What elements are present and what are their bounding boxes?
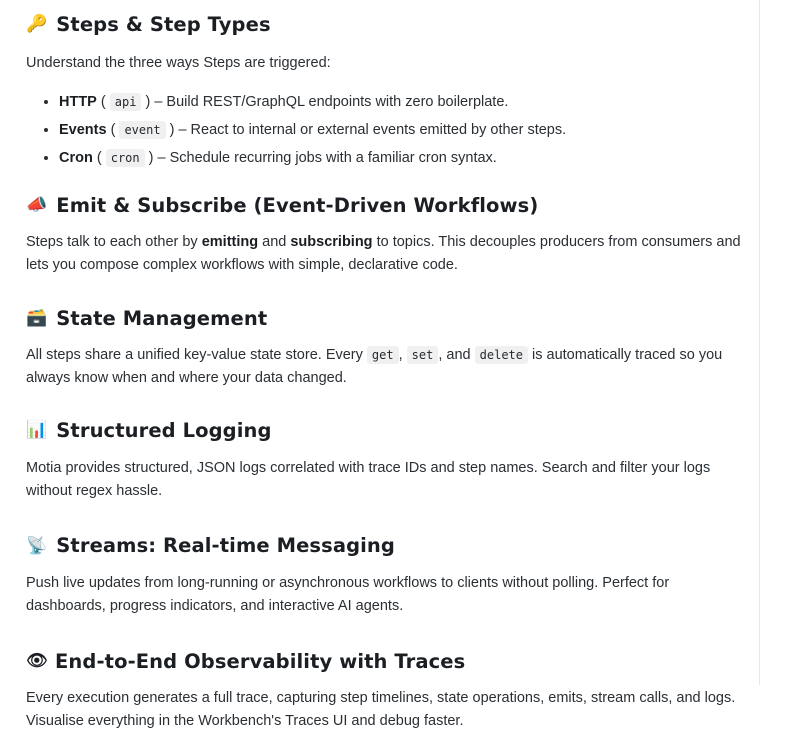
heading-text: Emit & Subscribe (Event-Driven Workflows) [56,193,539,217]
list-item: • Cron ( cron ) – Schedule recurring jobs with a familiar cron syntax. [59,147,750,170]
heading-state-management [26,306,750,331]
heading-end-to-end-observability [26,649,750,674]
eye-icon: 👁 [26,651,48,672]
heading-structured-logging [26,418,750,443]
inline-code: cron [106,149,145,167]
section-end-to-end-observability [26,649,750,733]
bar-chart-icon: 📊 [26,420,48,441]
text-run: Steps talk to each other by [26,234,202,251]
structured-logging-paragraph: Motia provides structured, JSON logs correlated with trace IDs and step names. Search and filter your logs without regex hassle. [26,459,711,499]
list-item: • HTTP ( api ) – Build REST/GraphQL endpoints with zero boilerplate. [59,91,750,114]
text-run: All steps share a unified key-value state store. Every [26,347,367,364]
section-emit-and-subscribe [26,193,750,277]
text-run: , [398,347,407,364]
heading-text: Structured Logging [56,419,272,443]
heading-text: End-to-End Observability with Traces [55,649,466,673]
section-state-management [26,306,750,390]
text-run: , and [438,347,475,364]
step-type-term: Events [59,122,107,139]
emphasis-subscribing: subscribing [290,234,373,251]
text-run: is automatically traced so you always know when and where your data changed. [26,347,723,387]
step-type-description: – Schedule recurring jobs with a familiar cron syntax. [157,150,497,167]
text-run: to topics. This decouples producers from consumers and lets you compose complex workflows with simple, declarative code. [26,234,741,274]
emphasis-emitting: emitting [201,234,259,251]
heading-emit-and-subscribe [26,193,750,218]
steps-intro-paragraph: Understand the three ways Steps are triggered: [26,55,331,72]
step-types-list [26,91,750,170]
section-structured-logging [26,418,750,502]
list-item: • Events ( event ) – React to internal or external events emitted by other steps. [59,119,750,142]
step-type-term: HTTP [59,94,97,111]
heading-text: State Management [56,307,268,331]
heading-text: Steps & Step Types [56,13,271,36]
observability-paragraph: Every execution generates a full trace, capturing step timelines, state operations, emits, stream calls, and logs. Visualise everything in the Workbench's Traces UI and debug faster. [26,689,736,729]
section-steps-and-step-types [26,12,750,170]
step-type-term: Cron [59,150,93,167]
inline-code: api [110,93,142,111]
heading-streams-realtime-messaging [26,533,750,558]
step-type-description: – Build REST/GraphQL endpoints with zero boilerplate. [154,94,509,111]
state-management-paragraph [26,344,750,390]
inline-code: get [367,346,399,364]
satellite-antenna-icon: 📡 [26,535,48,556]
text-run: and [258,234,291,251]
heading-steps-and-step-types [26,12,750,37]
page-right-divider [759,0,760,685]
heading-text: Streams: Real-time Messaging [56,534,395,558]
section-streams-realtime-messaging [26,533,750,617]
inline-code: delete [475,346,528,364]
card-file-box-icon: 🗃️ [26,308,48,329]
inline-code: set [407,346,439,364]
emit-and-subscribe-paragraph [26,231,750,277]
step-type-description: – React to internal or external events emitted by other steps. [178,122,567,139]
inline-code: event [119,121,165,139]
key-icon: 🔑 [26,14,48,35]
megaphone-icon: 📣 [26,195,48,216]
streams-paragraph: Push live updates from long-running or asynchronous workflows to clients without polling. Perfect for dashboards, progress indicators, and interactive AI agents. [26,574,670,614]
